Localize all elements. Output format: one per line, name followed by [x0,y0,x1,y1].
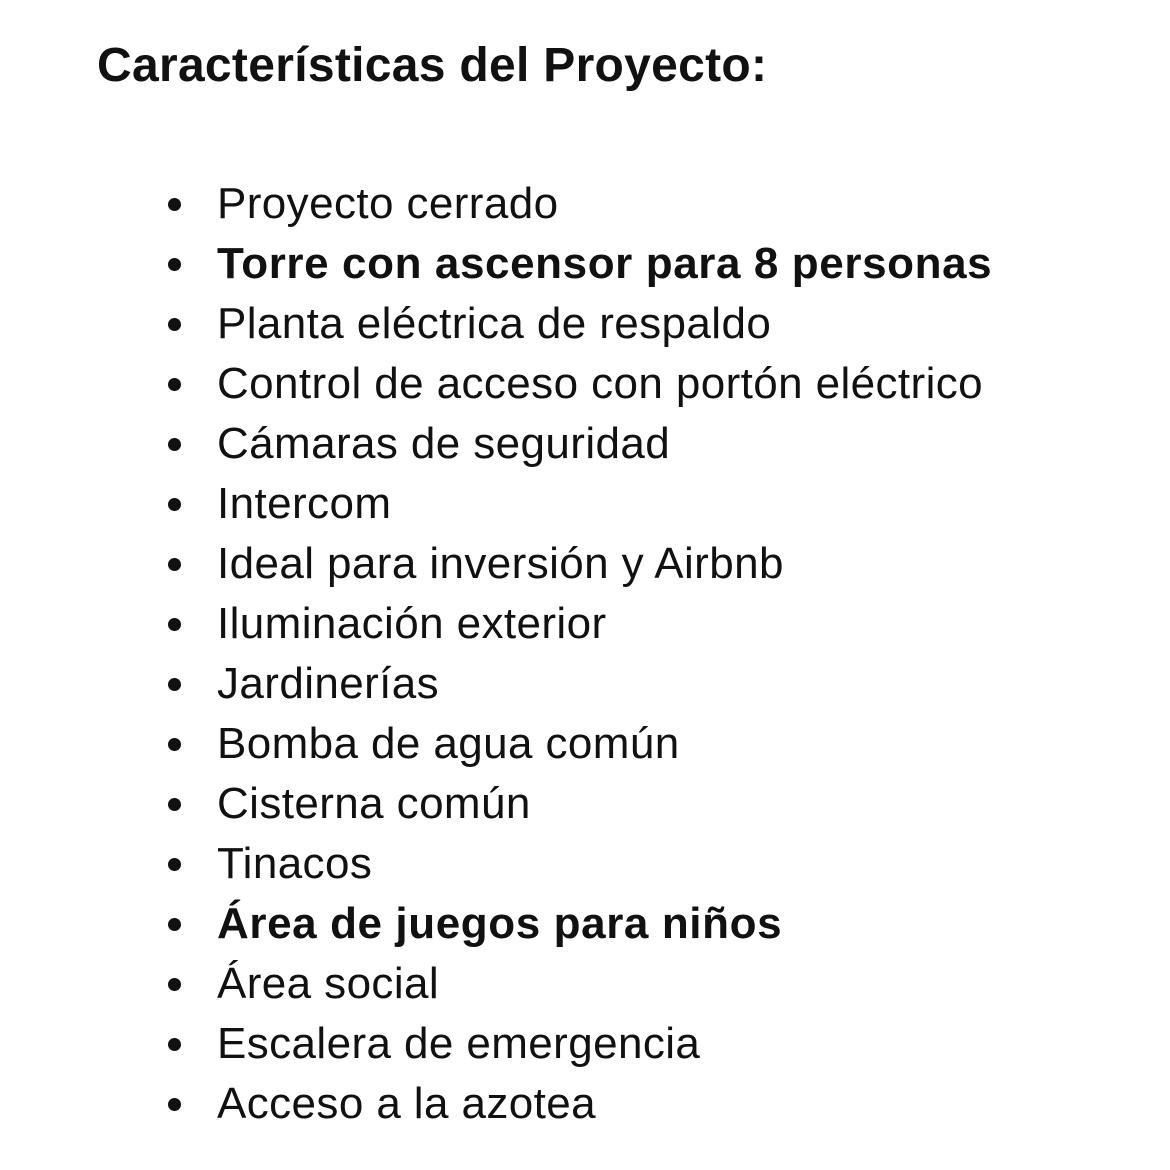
list-item-label: Acceso a la azotea [217,1079,596,1128]
bullet-icon [168,858,181,871]
bullet-icon [168,918,181,931]
bullet-icon [168,798,181,811]
list-item-label: Escalera de emergencia [217,1019,701,1068]
bullet-icon [168,558,181,571]
bullet-icon [168,198,181,211]
bullet-icon [168,258,181,271]
bullet-icon [168,978,181,991]
list-item-label: Torre con ascensor para 8 personas [217,239,993,288]
list-item-label: Cámaras de seguridad [217,419,671,468]
list-item-label: Proyecto cerrado [217,179,559,228]
bullet-icon [168,678,181,691]
page-title: Características del Proyecto: [97,39,768,92]
bullet-icon [168,618,181,631]
list-item-label: Cisterna común [217,779,531,828]
list-item-label: Planta eléctrica de respaldo [217,299,772,348]
bullet-icon [168,438,181,451]
list-item-label: Área social [217,959,440,1008]
bullet-icon [168,498,181,511]
bullet-icon [168,318,181,331]
bullet-icon [168,378,181,391]
bullet-icon [168,1098,181,1111]
list-item-label: Bomba de agua común [217,719,680,768]
bullet-icon [168,1038,181,1051]
list-item-label: Área de juegos para niños [217,899,783,948]
list-item-label: Ideal para inversión y Airbnb [217,539,784,588]
list-item-label: Intercom [217,479,392,528]
list-item-label: Iluminación exterior [217,599,607,648]
bullet-icon [168,738,181,751]
list-item-label: Jardinerías [217,659,440,708]
list-item-label: Control de acceso con portón eléctrico [217,359,984,408]
list-item-label: Tinacos [217,839,373,888]
